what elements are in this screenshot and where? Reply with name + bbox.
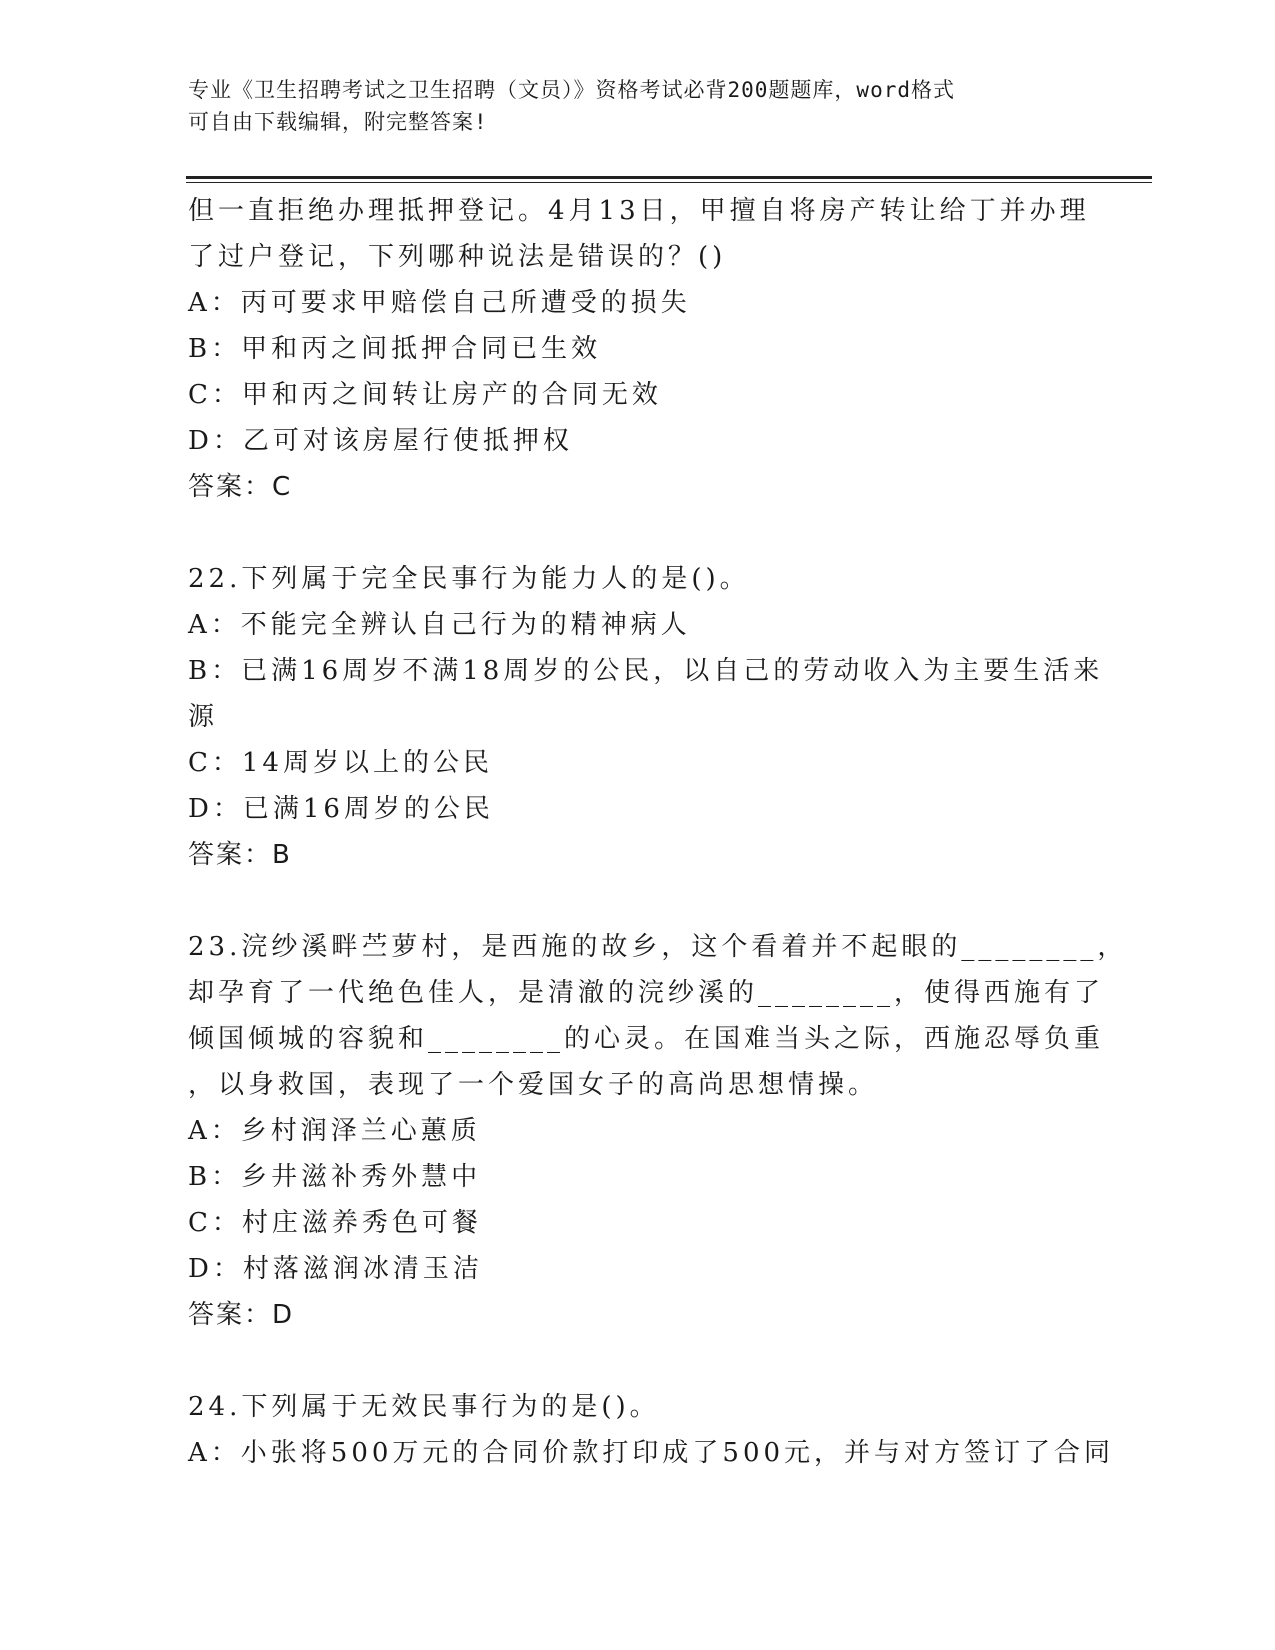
header-rule-thin [186,182,1152,183]
document-body [188,188,1128,1476]
question-21 [188,188,1088,510]
header-line-2: 可自由下载编辑，附完整答案! [188,110,488,134]
question-stem: 24.下列属于无效民事行为的是()。 [188,1392,660,1422]
option-b: B：已满16周岁不满18周岁的公民，以自己的劳动收入为主要生活来 [188,656,1104,686]
spacer [188,878,1088,924]
answer-label: 答案：D [188,1300,295,1330]
option-c: C：14周岁以上的公民 [188,748,493,778]
option-d: D：乙可对该房屋行使抵押权 [188,426,573,456]
option-b: B：乡井滋补秀外慧中 [188,1162,482,1192]
question-stem: 22.下列属于完全民事行为能力人的是()。 [188,564,750,594]
option-d: D：村落滋润冰清玉洁 [188,1254,483,1284]
header-line-1: 专业《卫生招聘考试之卫生招聘（文员）》资格考试必背200题题库，word格式 [188,78,955,102]
option-b: B：甲和丙之间抵押合同已生效 [188,334,602,364]
question-stem: 了过户登记，下列哪种说法是错误的？() [188,242,727,272]
question-stem: 但一直拒绝办理抵押登记。4月13日，甲擅自将房产转让给丁并办理 [188,196,1090,226]
option-c: C：村庄滋养秀色可餐 [188,1208,482,1238]
option-c: C：甲和丙之间转让房产的合同无效 [188,380,662,410]
option-a: A：丙可要求甲赔偿自己所遭受的损失 [188,288,691,318]
document-header [188,74,1068,138]
question-stem: ，以身救国，表现了一个爱国女子的高尚思想情操。 [188,1070,879,1100]
question-24 [188,1384,1115,1476]
option-a: A：不能完全辨认自己行为的精神病人 [188,610,691,640]
question-stem: 却孕育了一代绝色佳人，是清澈的浣纱溪的________，使得西施有了 [188,978,1105,1008]
spacer [188,1338,1088,1384]
question-22 [188,556,1104,878]
question-23 [188,924,1128,1338]
question-stem: 23.浣纱溪畔苎萝村，是西施的故乡，这个看着并不起眼的________， [188,932,1128,962]
option-a: A：小张将500万元的合同价款打印成了500元，并与对方签订了合同 [188,1438,1115,1468]
answer-label: 答案：B [188,840,292,870]
spacer [188,510,1088,556]
answer-label: 答案：C [188,472,293,502]
header-rule-thick [186,176,1152,179]
option-b-continued: 源 [188,702,219,732]
question-stem: 倾国倾城的容貌和________的心灵。在国难当头之际，西施忍辱负重 [188,1024,1105,1054]
option-a: A：乡村润泽兰心蕙质 [188,1116,481,1146]
option-d: D：已满16周岁的公民 [188,794,494,824]
